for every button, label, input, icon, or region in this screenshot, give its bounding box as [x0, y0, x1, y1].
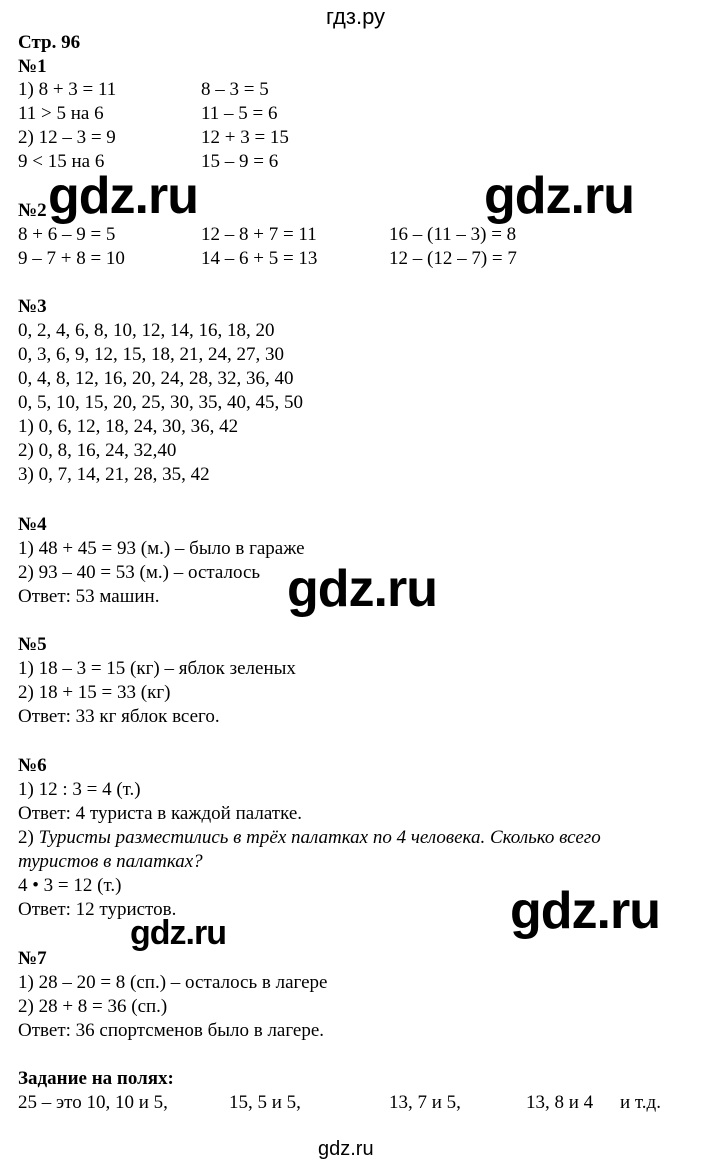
- task4-answer: Ответ: 53 машин.: [18, 586, 160, 607]
- task7-answer: Ответ: 36 спортсменов было в лагере.: [18, 1020, 325, 1041]
- task1-title: №1: [18, 56, 47, 77]
- task4-title: №4: [18, 514, 47, 535]
- task5-answer: Ответ: 33 кг яблок всего.: [18, 706, 220, 727]
- task6-answer: Ответ: 12 туристов.: [18, 899, 177, 920]
- task6-title: №6: [18, 755, 47, 776]
- task2-expression: 16 – (11 – 3) = 8: [389, 224, 517, 245]
- task2-expression: 9 – 7 + 8 = 10: [18, 248, 125, 269]
- site-header: гдз.ру: [326, 4, 386, 29]
- task6-question: [18, 827, 601, 849]
- task1-right-line: 15 – 9 = 6: [201, 151, 279, 172]
- task6-answer: Ответ: 4 туриста в каждой палатке.: [18, 803, 303, 824]
- task1-left-line: 1) 8 + 3 = 11: [18, 79, 117, 100]
- task3-sequence: 0, 2, 4, 6, 8, 10, 12, 14, 16, 18, 20: [18, 320, 275, 341]
- task5-line: 1) 18 – 3 = 15 (кг) – яблок зеленых: [18, 658, 296, 679]
- task1-right-line: 12 + 3 = 15: [201, 127, 289, 148]
- task2-expression: 12 – (12 – 7) = 7: [389, 248, 517, 269]
- task3-sequence: 0, 4, 8, 12, 16, 20, 24, 28, 32, 36, 40: [18, 368, 294, 389]
- task4-line: 1) 48 + 45 = 93 (м.) – было в гараже: [18, 538, 305, 559]
- page-number: Стр. 96: [18, 32, 81, 53]
- task7-line: 1) 28 – 20 = 8 (сп.) – осталось в лагере: [18, 972, 328, 993]
- task3-sequence: 0, 5, 10, 15, 20, 25, 30, 35, 40, 45, 50: [18, 392, 303, 413]
- task4-line: 2) 93 – 40 = 53 (м.) – осталось: [18, 562, 261, 583]
- margin-task-part: 13, 8 и 4: [526, 1092, 594, 1113]
- task6-question-text-cont: туристов в палатках?: [18, 851, 203, 872]
- margin-task-part: и т.д.: [620, 1092, 661, 1113]
- task1-left-line: 9 < 15 на 6: [18, 151, 105, 172]
- watermark: gdz.ru: [48, 167, 198, 225]
- task1-right-line: 11 – 5 = 6: [201, 103, 278, 124]
- task5-title: №5: [18, 634, 47, 655]
- margin-task-title: Задание на полях:: [18, 1068, 174, 1089]
- watermark: gdz.ru: [510, 882, 660, 940]
- task3-sequence: 0, 3, 6, 9, 12, 15, 18, 21, 24, 27, 30: [18, 344, 284, 365]
- watermark: gdz.ru: [130, 914, 226, 952]
- task1-left-line: 2) 12 – 3 = 9: [18, 127, 116, 148]
- task3-sequence: 3) 0, 7, 14, 21, 28, 35, 42: [18, 464, 210, 485]
- watermark: gdz.ru: [484, 167, 634, 225]
- task6-question-prefix: 2): [18, 827, 39, 848]
- site-footer: gdz.ru: [318, 1138, 374, 1160]
- margin-task-part: 13, 7 и 5,: [389, 1092, 461, 1113]
- task3-title: №3: [18, 296, 47, 317]
- margin-task-part: 15, 5 и 5,: [229, 1092, 301, 1113]
- task6-line: 1) 12 : 3 = 4 (т.): [18, 779, 141, 800]
- task7-title: №7: [18, 948, 47, 969]
- task1-left-line: 11 > 5 на 6: [18, 103, 104, 124]
- task3-sequence: 2) 0, 8, 16, 24, 32,40: [18, 440, 177, 461]
- task5-line: 2) 18 + 15 = 33 (кг): [18, 682, 171, 703]
- margin-task-part: 25 – это 10, 10 и 5,: [18, 1092, 168, 1113]
- task6-line: 4 • 3 = 12 (т.): [18, 875, 122, 896]
- task2-expression: 14 – 6 + 5 = 13: [201, 248, 318, 269]
- task7-line: 2) 28 + 8 = 36 (сп.): [18, 996, 168, 1017]
- task6-question-text: Туристы разместились в трёх палатках по 4 человека. Сколько всего: [38, 827, 601, 848]
- task2-expression: 12 – 8 + 7 = 11: [201, 224, 317, 245]
- task2-expression: 8 + 6 – 9 = 5: [18, 224, 116, 245]
- watermark: gdz.ru: [287, 560, 437, 618]
- task2-title: №2: [18, 200, 47, 221]
- task3-sequence: 1) 0, 6, 12, 18, 24, 30, 36, 42: [18, 416, 239, 437]
- task1-right-line: 8 – 3 = 5: [201, 79, 269, 100]
